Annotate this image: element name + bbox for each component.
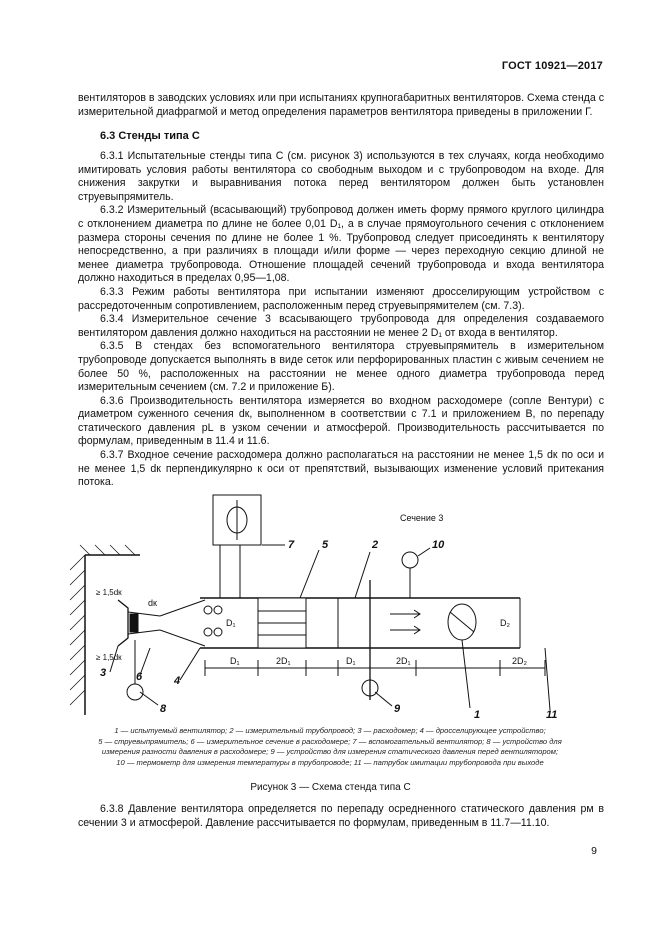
after-paragraph [78, 803, 604, 830]
callout-3: 3 [100, 667, 107, 679]
dim-dk: dк [148, 598, 157, 608]
paragraph-6-3-1: 6.3.1 Испытательные стенды типа С (см. рисунок 3) используются в тех случаях, когда необходимо имитировать условия работы вентилятора со свободным выходом и с трубопроводом на входе. Для снижения закрутки и выравнивания потока перед вентилятором должен быть установлен струевыпрямитель. [78, 150, 604, 203]
paragraph-6-3-3: 6.3.3 Режим работы вентилятора при испытании изменяют дросселирующим устройством с рассредоточенным сопротивлением, расположенным перед струевыпрямителем (см. 7.3). [78, 285, 604, 312]
callout-4: 4 [174, 675, 181, 687]
callout-10: 10 [432, 539, 445, 551]
paragraph-6-3-5: 6.3.5 В стендах без вспомогательного вентилятора струевыпрямитель в измерительном трубопроводе допускается выполнять в виде сеток или перфорированных пластин с живым сечением не более 50 %, расположенных на расстоянии не менее одного диаметра трубопровода перед измерительным сечением (см. 7.2 и приложение Б). [78, 340, 604, 394]
dim-2d1-a: 2D₁ [276, 656, 291, 666]
dim-d1-bottom: D₁ [230, 656, 240, 666]
dim-d1-b: D₁ [346, 656, 356, 666]
section-3-label: Сечение 3 [400, 513, 444, 523]
callout-6: 6 [136, 671, 143, 683]
paragraph-6-3-4: 6.3.4 Измерительное сечение 3 всасывающего трубопровода для определения создаваемого вентилятором давления должно находиться на расстоянии не менее 2 D₁ от входа в вентилятор. [78, 313, 604, 339]
callout-5: 5 [322, 539, 329, 551]
callout-8: 8 [160, 703, 167, 715]
dim-d2: D₂ [500, 618, 510, 628]
figure-caption [60, 726, 600, 768]
document-header: ГОСТ 10921—2017 [501, 60, 603, 72]
dim-2d2: 2D₂ [512, 656, 527, 666]
figure-title: Рисунок 3 — Схема стенда типа С [250, 782, 411, 793]
dim-2d1-b: 2D₁ [396, 656, 411, 666]
caption-line-3: измерения разности давления в расходомере; 9 — устройство для измерения статического давления перед вентилятором; [101, 747, 559, 757]
dim-d1-label: D₁ [226, 618, 236, 628]
callout-11: 11 [546, 709, 558, 721]
dist-top: ≥ 1,5dк [96, 588, 122, 597]
dist-bottom: ≥ 1,5dк [96, 653, 122, 662]
caption-line-2: 5 — струевыпрямитель; 6 — измерительное сечение в расходомере; 7 — вспомогательный вентилятор; 8 — устройство для [98, 736, 562, 746]
caption-line-1: 1 — испытуемый вентилятор; 2 — измерительный трубопровод; 3 — расходомер; 4 — дросселирующее устройство; [114, 726, 546, 735]
intro-text: вентиляторов в заводских условиях или при испытаниях крупногабаритных вентиляторов. Схема стенда с измерительной диафрагмой и метод определения параметров вентилятора приведены в приложении Г. [78, 92, 604, 118]
callout-7: 7 [288, 539, 295, 551]
paragraph-6-3-8: 6.3.8 Давление вентилятора определяется по перепаду осредненного статического давления pм в сечении 3 и атмосферой. Давление рассчитывается по формулам, приведенным в 11.7—11.10. [78, 803, 604, 829]
paragraph-6-3-7: 6.3.7 Входное сечение расходомера должно располагаться на расстоянии не менее 1,5 dк по оси и не менее 1,5 dк перпендикулярно к оси от препятствий, вызывающих изменение условий притекания потока. [78, 449, 604, 489]
caption-line-4: 10 — термометр для измерения температуры в трубопроводе; 11 — патрубок имитации трубопровода при выходе [116, 757, 544, 767]
section-title: 6.3 Стенды типа С [100, 130, 200, 142]
callout-2: 2 [372, 539, 379, 551]
callout-9: 9 [394, 703, 401, 715]
paragraph-6-3-6: 6.3.6 Производительность вентилятора измеряется во входном расходомере (сопле Вентури) с диаметром суженного сечения dк, выполненном в соответствии с 7.1 и приложением В, по перепаду статического давления pL в узком сечении и атмосферой. Производительность рассчитывается по формулам, приведенным в 11.4 и 11.6. [78, 394, 604, 448]
callout-1: 1 [474, 709, 481, 721]
paragraph-6-3-2: 6.3.2 Измерительный (всасывающий) трубопровод должен иметь форму прямого круглого цилиндра с отклонением диаметра по длине не более 0,01 D₁, а в случае прямоугольного сечения с отклонением размера стороны сечения по длине не более 1 %. Трубопровод следует присоединять к вентилятору непосредственно, а при различиях в площади и/или форме — через переходную секцию длиной не менее диаметра трубопровода. Отношение площадей сечений трубопровода и входа вентилятора должно находиться в пределах 0,95—1,08. [78, 204, 604, 285]
page-number: 9 [591, 845, 597, 857]
